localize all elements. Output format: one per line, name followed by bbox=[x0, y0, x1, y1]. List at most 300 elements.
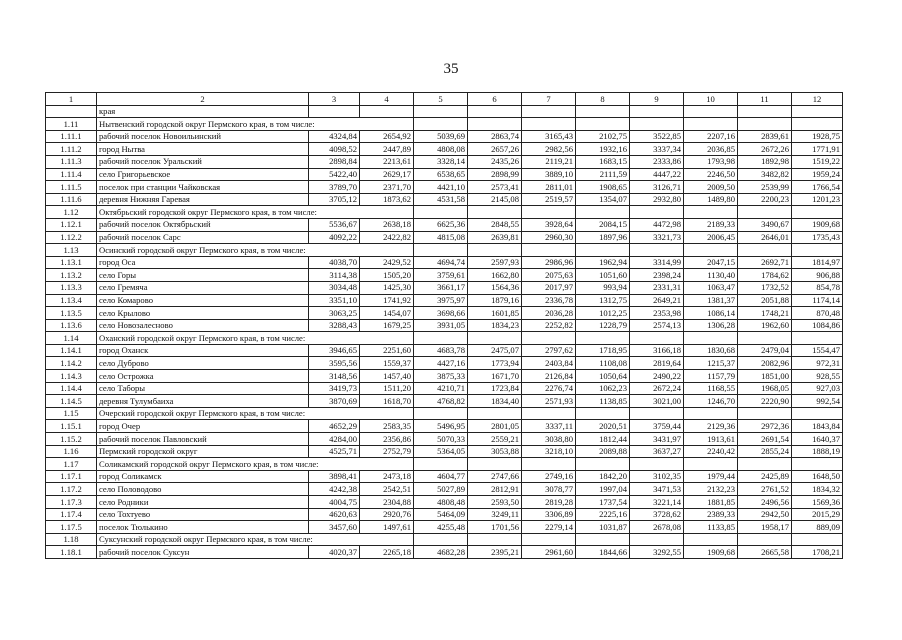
value-cell: 2251,60 bbox=[360, 344, 414, 357]
value-cell bbox=[414, 533, 468, 546]
value-cell: 3292,55 bbox=[630, 546, 684, 559]
value-cell: 3889,10 bbox=[522, 168, 576, 181]
value-cell bbox=[576, 244, 630, 257]
value-cell: 4682,28 bbox=[414, 546, 468, 559]
value-cell bbox=[468, 118, 522, 131]
value-cell: 1554,47 bbox=[792, 344, 843, 357]
table-row bbox=[46, 256, 843, 269]
value-cell bbox=[576, 533, 630, 546]
value-cell bbox=[468, 407, 522, 420]
value-cell: 3166,18 bbox=[630, 344, 684, 357]
value-cell bbox=[684, 458, 738, 471]
value-cell: 5027,89 bbox=[414, 483, 468, 496]
value-cell: 992,54 bbox=[792, 395, 843, 408]
value-cell: 2126,84 bbox=[522, 370, 576, 383]
row-code: 1.17.5 bbox=[46, 521, 97, 534]
value-cell: 2020,51 bbox=[576, 420, 630, 433]
value-cell: 2213,61 bbox=[360, 155, 414, 168]
value-cell: 1133,85 bbox=[684, 521, 738, 534]
row-code: 1.15.2 bbox=[46, 433, 97, 446]
value-cell: 3457,60 bbox=[309, 521, 360, 534]
value-cell: 1031,87 bbox=[576, 521, 630, 534]
table-row bbox=[46, 470, 843, 483]
value-cell: 2240,42 bbox=[684, 445, 738, 458]
column-header: 7 bbox=[522, 93, 576, 106]
value-cell: 1454,07 bbox=[360, 307, 414, 320]
value-cell: 4808,08 bbox=[414, 143, 468, 156]
value-cell: 2654,92 bbox=[360, 130, 414, 143]
column-header: 9 bbox=[630, 93, 684, 106]
column-header: 8 bbox=[576, 93, 630, 106]
value-cell: 2145,08 bbox=[468, 193, 522, 206]
value-cell: 2639,81 bbox=[468, 231, 522, 244]
column-header: 1 bbox=[46, 93, 97, 106]
row-code: 1.11.4 bbox=[46, 168, 97, 181]
value-cell: 4255,48 bbox=[414, 521, 468, 534]
row-code: 1.11.1 bbox=[46, 130, 97, 143]
row-code: 1.13.3 bbox=[46, 281, 97, 294]
value-cell: 5536,67 bbox=[309, 218, 360, 231]
value-cell: 3931,05 bbox=[414, 319, 468, 332]
value-cell bbox=[522, 118, 576, 131]
value-cell bbox=[414, 458, 468, 471]
value-cell: 1913,61 bbox=[684, 433, 738, 446]
row-code: 1.14.3 bbox=[46, 370, 97, 383]
value-cell: 2036,85 bbox=[684, 143, 738, 156]
value-cell: 4092,22 bbox=[309, 231, 360, 244]
value-cell: 889,09 bbox=[792, 521, 843, 534]
row-code: 1.17.4 bbox=[46, 508, 97, 521]
value-cell: 1569,36 bbox=[792, 496, 843, 509]
value-cell: 3490,67 bbox=[738, 218, 792, 231]
value-cell: 3637,27 bbox=[630, 445, 684, 458]
value-cell: 1246,70 bbox=[684, 395, 738, 408]
row-name: рабочий поселок Сарс bbox=[97, 231, 309, 244]
value-cell: 2006,45 bbox=[684, 231, 738, 244]
value-cell: 1157,79 bbox=[684, 370, 738, 383]
section-row bbox=[46, 458, 843, 471]
value-cell: 1879,16 bbox=[468, 294, 522, 307]
value-cell bbox=[738, 244, 792, 257]
section-row bbox=[46, 206, 843, 219]
value-cell: 3063,25 bbox=[309, 307, 360, 320]
value-cell: 1640,37 bbox=[792, 433, 843, 446]
value-cell: 870,48 bbox=[792, 307, 843, 320]
value-cell: 3053,88 bbox=[468, 445, 522, 458]
table-row bbox=[46, 370, 843, 383]
value-cell: 2333,86 bbox=[630, 155, 684, 168]
value-cell bbox=[792, 458, 843, 471]
value-cell: 2542,51 bbox=[360, 483, 414, 496]
value-cell: 2084,15 bbox=[576, 218, 630, 231]
value-cell: 1888,19 bbox=[792, 445, 843, 458]
value-cell bbox=[684, 118, 738, 131]
column-header: 4 bbox=[360, 93, 414, 106]
row-name: село Горы bbox=[97, 269, 309, 282]
value-cell: 1559,37 bbox=[360, 357, 414, 370]
row-code: 1.13.5 bbox=[46, 307, 97, 320]
value-cell bbox=[738, 407, 792, 420]
row-name: село Новозалесново bbox=[97, 319, 309, 332]
value-cell: 1997,04 bbox=[576, 483, 630, 496]
value-cell bbox=[630, 244, 684, 257]
value-cell: 2447,89 bbox=[360, 143, 414, 156]
row-code: 1.14.1 bbox=[46, 344, 97, 357]
value-cell: 3218,10 bbox=[522, 445, 576, 458]
value-cell: 2129,36 bbox=[684, 420, 738, 433]
value-cell: 3249,11 bbox=[468, 508, 522, 521]
row-name: село Половодово bbox=[97, 483, 309, 496]
value-cell: 1050,64 bbox=[576, 370, 630, 383]
value-cell: 3321,73 bbox=[630, 231, 684, 244]
row-name: село Острожка bbox=[97, 370, 309, 383]
value-cell: 2276,74 bbox=[522, 382, 576, 395]
row-name: Нытвенский городской округ Пермского края, в том числе: bbox=[97, 118, 414, 131]
value-cell: 1773,94 bbox=[468, 357, 522, 370]
value-cell: 3288,43 bbox=[309, 319, 360, 332]
value-cell bbox=[522, 458, 576, 471]
value-cell: 2819,28 bbox=[522, 496, 576, 509]
value-cell: 2265,18 bbox=[360, 546, 414, 559]
value-cell: 2047,15 bbox=[684, 256, 738, 269]
value-cell: 3078,77 bbox=[522, 483, 576, 496]
value-cell: 5496,95 bbox=[414, 420, 468, 433]
value-cell: 1834,32 bbox=[792, 483, 843, 496]
value-cell: 1174,14 bbox=[792, 294, 843, 307]
table-row bbox=[46, 319, 843, 332]
value-cell: 4004,75 bbox=[309, 496, 360, 509]
row-name: село Григорьевское bbox=[97, 168, 309, 181]
value-cell: 2403,84 bbox=[522, 357, 576, 370]
table-row bbox=[46, 496, 843, 509]
value-cell: 1962,94 bbox=[576, 256, 630, 269]
section-row bbox=[46, 533, 843, 546]
value-cell: 2490,22 bbox=[630, 370, 684, 383]
value-cell bbox=[630, 458, 684, 471]
value-cell: 4020,37 bbox=[309, 546, 360, 559]
value-cell: 3419,73 bbox=[309, 382, 360, 395]
table-row bbox=[46, 307, 843, 320]
value-cell: 3975,97 bbox=[414, 294, 468, 307]
value-cell: 1564,36 bbox=[468, 281, 522, 294]
value-cell: 2797,62 bbox=[522, 344, 576, 357]
value-cell: 2649,21 bbox=[630, 294, 684, 307]
section-row bbox=[46, 332, 843, 345]
value-cell: 4808,48 bbox=[414, 496, 468, 509]
value-cell bbox=[522, 533, 576, 546]
value-cell: 928,55 bbox=[792, 370, 843, 383]
value-cell: 3114,38 bbox=[309, 269, 360, 282]
value-cell: 3482,82 bbox=[738, 168, 792, 181]
value-cell: 2015,29 bbox=[792, 508, 843, 521]
value-cell: 854,78 bbox=[792, 281, 843, 294]
value-cell bbox=[684, 332, 738, 345]
value-cell: 2593,50 bbox=[468, 496, 522, 509]
value-cell: 1130,40 bbox=[684, 269, 738, 282]
value-cell: 2982,56 bbox=[522, 143, 576, 156]
value-cell: 3148,56 bbox=[309, 370, 360, 383]
value-cell: 1851,00 bbox=[738, 370, 792, 383]
row-code: 1.11.5 bbox=[46, 181, 97, 194]
row-name: село Дуброво bbox=[97, 357, 309, 370]
row-name: город Соликамск bbox=[97, 470, 309, 483]
table-row bbox=[46, 155, 843, 168]
value-cell bbox=[576, 458, 630, 471]
table-row bbox=[46, 395, 843, 408]
value-cell: 3221,14 bbox=[630, 496, 684, 509]
value-cell: 1723,84 bbox=[468, 382, 522, 395]
value-cell: 1892,98 bbox=[738, 155, 792, 168]
value-cell bbox=[738, 206, 792, 219]
value-cell: 1741,92 bbox=[360, 294, 414, 307]
value-cell bbox=[792, 533, 843, 546]
value-cell: 1979,44 bbox=[684, 470, 738, 483]
value-cell: 1679,25 bbox=[360, 319, 414, 332]
value-cell: 1881,85 bbox=[684, 496, 738, 509]
value-cell bbox=[684, 533, 738, 546]
value-cell: 1814,97 bbox=[792, 256, 843, 269]
value-cell: 2189,33 bbox=[684, 218, 738, 231]
value-cell bbox=[792, 332, 843, 345]
value-cell: 1784,62 bbox=[738, 269, 792, 282]
value-cell: 4525,71 bbox=[309, 445, 360, 458]
row-name: село Тохтуево bbox=[97, 508, 309, 521]
row-name: рабочий поселок Суксун bbox=[97, 546, 309, 559]
value-cell: 2638,18 bbox=[360, 218, 414, 231]
value-cell: 4652,29 bbox=[309, 420, 360, 433]
value-cell: 3728,62 bbox=[630, 508, 684, 521]
value-cell: 972,31 bbox=[792, 357, 843, 370]
value-cell bbox=[576, 118, 630, 131]
value-cell: 3337,11 bbox=[522, 420, 576, 433]
value-cell: 2559,21 bbox=[468, 433, 522, 446]
value-cell: 2252,82 bbox=[522, 319, 576, 332]
column-header: 11 bbox=[738, 93, 792, 106]
value-cell: 1962,60 bbox=[738, 319, 792, 332]
value-cell: 2422,82 bbox=[360, 231, 414, 244]
row-name: деревня Нижняя Гаревая bbox=[97, 193, 309, 206]
table-row bbox=[46, 433, 843, 446]
row-code: 1.13 bbox=[46, 244, 97, 257]
value-cell: 4427,16 bbox=[414, 357, 468, 370]
column-header: 6 bbox=[468, 93, 522, 106]
value-cell: 4768,82 bbox=[414, 395, 468, 408]
row-code: 1.15.1 bbox=[46, 420, 97, 433]
value-cell bbox=[468, 332, 522, 345]
value-cell: 2331,31 bbox=[630, 281, 684, 294]
value-cell: 2597,93 bbox=[468, 256, 522, 269]
value-cell bbox=[684, 105, 738, 118]
value-cell: 2279,14 bbox=[522, 521, 576, 534]
value-cell: 2657,26 bbox=[468, 143, 522, 156]
table-row bbox=[46, 521, 843, 534]
value-cell: 3759,61 bbox=[414, 269, 468, 282]
value-cell bbox=[792, 244, 843, 257]
value-cell bbox=[414, 407, 468, 420]
value-cell: 3337,34 bbox=[630, 143, 684, 156]
row-code: 1.11.6 bbox=[46, 193, 97, 206]
value-cell: 3705,12 bbox=[309, 193, 360, 206]
value-cell: 1683,15 bbox=[576, 155, 630, 168]
table-row bbox=[46, 445, 843, 458]
row-code: 1.14.5 bbox=[46, 395, 97, 408]
value-cell: 2075,63 bbox=[522, 269, 576, 282]
value-cell: 2573,41 bbox=[468, 181, 522, 194]
table-row bbox=[46, 168, 843, 181]
value-cell: 1084,86 bbox=[792, 319, 843, 332]
value-cell: 2898,99 bbox=[468, 168, 522, 181]
column-header: 5 bbox=[414, 93, 468, 106]
value-cell: 927,03 bbox=[792, 382, 843, 395]
column-header: 3 bbox=[309, 93, 360, 106]
table-row bbox=[46, 294, 843, 307]
value-cell: 3034,48 bbox=[309, 281, 360, 294]
value-cell: 1671,70 bbox=[468, 370, 522, 383]
value-cell: 3306,89 bbox=[522, 508, 576, 521]
value-cell: 3759,44 bbox=[630, 420, 684, 433]
value-cell: 1928,75 bbox=[792, 130, 843, 143]
value-cell: 2752,79 bbox=[360, 445, 414, 458]
value-cell: 3431,97 bbox=[630, 433, 684, 446]
value-cell: 2942,50 bbox=[738, 508, 792, 521]
row-code: 1.13.1 bbox=[46, 256, 97, 269]
value-cell: 3661,17 bbox=[414, 281, 468, 294]
value-cell: 1842,20 bbox=[576, 470, 630, 483]
row-name: город Оханск bbox=[97, 344, 309, 357]
value-cell: 4683,78 bbox=[414, 344, 468, 357]
value-cell: 1062,23 bbox=[576, 382, 630, 395]
value-cell: 1601,85 bbox=[468, 307, 522, 320]
value-cell: 1201,23 bbox=[792, 193, 843, 206]
table-row bbox=[46, 546, 843, 559]
value-cell: 4324,84 bbox=[309, 130, 360, 143]
value-cell: 2220,90 bbox=[738, 395, 792, 408]
value-cell bbox=[576, 206, 630, 219]
value-cell: 1138,85 bbox=[576, 395, 630, 408]
value-cell bbox=[792, 206, 843, 219]
row-name: Пермский городской округ bbox=[97, 445, 309, 458]
value-cell: 2761,52 bbox=[738, 483, 792, 496]
value-cell: 4815,08 bbox=[414, 231, 468, 244]
tariff-table bbox=[45, 92, 843, 559]
value-cell: 2009,50 bbox=[684, 181, 738, 194]
value-cell: 2225,16 bbox=[576, 508, 630, 521]
value-cell: 2036,28 bbox=[522, 307, 576, 320]
value-cell: 1735,43 bbox=[792, 231, 843, 244]
value-cell: 3946,65 bbox=[309, 344, 360, 357]
value-cell bbox=[468, 533, 522, 546]
value-cell: 4284,00 bbox=[309, 433, 360, 446]
value-cell: 1168,55 bbox=[684, 382, 738, 395]
value-cell bbox=[792, 118, 843, 131]
value-cell bbox=[630, 206, 684, 219]
value-cell: 2429,52 bbox=[360, 256, 414, 269]
value-cell: 2389,33 bbox=[684, 508, 738, 521]
value-cell: 2812,91 bbox=[468, 483, 522, 496]
value-cell bbox=[468, 244, 522, 257]
value-cell bbox=[468, 105, 522, 118]
value-cell: 1909,68 bbox=[684, 546, 738, 559]
value-cell: 3314,99 bbox=[630, 256, 684, 269]
value-cell: 1063,47 bbox=[684, 281, 738, 294]
row-name: село Гремяча bbox=[97, 281, 309, 294]
value-cell bbox=[738, 458, 792, 471]
row-name: село Родники bbox=[97, 496, 309, 509]
row-code: 1.13.6 bbox=[46, 319, 97, 332]
value-cell bbox=[414, 332, 468, 345]
value-cell: 4620,63 bbox=[309, 508, 360, 521]
value-cell: 1834,23 bbox=[468, 319, 522, 332]
value-cell: 2353,98 bbox=[630, 307, 684, 320]
value-cell: 2435,26 bbox=[468, 155, 522, 168]
value-cell: 5422,40 bbox=[309, 168, 360, 181]
column-header: 2 bbox=[97, 93, 309, 106]
value-cell bbox=[684, 206, 738, 219]
table-row bbox=[46, 483, 843, 496]
value-cell: 1959,24 bbox=[792, 168, 843, 181]
value-cell: 1909,68 bbox=[792, 218, 843, 231]
value-cell: 3351,10 bbox=[309, 294, 360, 307]
value-cell: 1228,79 bbox=[576, 319, 630, 332]
value-cell bbox=[576, 407, 630, 420]
section-row bbox=[46, 244, 843, 257]
value-cell: 1511,20 bbox=[360, 382, 414, 395]
value-cell bbox=[630, 105, 684, 118]
value-cell: 1830,68 bbox=[684, 344, 738, 357]
value-cell: 3165,43 bbox=[522, 130, 576, 143]
table-row bbox=[46, 382, 843, 395]
value-cell bbox=[522, 105, 576, 118]
value-cell: 2119,21 bbox=[522, 155, 576, 168]
value-cell: 2898,84 bbox=[309, 155, 360, 168]
value-cell: 4038,70 bbox=[309, 256, 360, 269]
row-code: 1.16 bbox=[46, 445, 97, 458]
table-row bbox=[46, 218, 843, 231]
value-cell: 3928,64 bbox=[522, 218, 576, 231]
row-name: деревня Тулумбаиха bbox=[97, 395, 309, 408]
value-cell: 1897,96 bbox=[576, 231, 630, 244]
value-cell: 4421,10 bbox=[414, 181, 468, 194]
row-code: 1.12.2 bbox=[46, 231, 97, 244]
row-name: Октябрьский городской округ Пермского края, в том числе: bbox=[97, 206, 414, 219]
value-cell: 3021,00 bbox=[630, 395, 684, 408]
value-cell: 1793,98 bbox=[684, 155, 738, 168]
value-cell: 2051,88 bbox=[738, 294, 792, 307]
table-row bbox=[46, 130, 843, 143]
value-cell: 1497,61 bbox=[360, 521, 414, 534]
value-cell: 2571,93 bbox=[522, 395, 576, 408]
value-cell: 3698,66 bbox=[414, 307, 468, 320]
value-cell bbox=[630, 407, 684, 420]
value-cell: 2678,08 bbox=[630, 521, 684, 534]
value-cell: 2200,23 bbox=[738, 193, 792, 206]
value-cell: 2496,56 bbox=[738, 496, 792, 509]
value-cell: 993,94 bbox=[576, 281, 630, 294]
value-cell: 2395,21 bbox=[468, 546, 522, 559]
value-cell: 2811,01 bbox=[522, 181, 576, 194]
row-name: рабочий поселок Уральский bbox=[97, 155, 309, 168]
row-name: поселок Тюлькино bbox=[97, 521, 309, 534]
row-name: город Нытва bbox=[97, 143, 309, 156]
value-cell: 2207,16 bbox=[684, 130, 738, 143]
value-cell: 1051,60 bbox=[576, 269, 630, 282]
value-cell bbox=[738, 533, 792, 546]
row-code: 1.15 bbox=[46, 407, 97, 420]
value-cell: 1708,21 bbox=[792, 546, 843, 559]
row-code: 1.17.1 bbox=[46, 470, 97, 483]
value-cell: 1843,84 bbox=[792, 420, 843, 433]
value-cell: 1812,44 bbox=[576, 433, 630, 446]
